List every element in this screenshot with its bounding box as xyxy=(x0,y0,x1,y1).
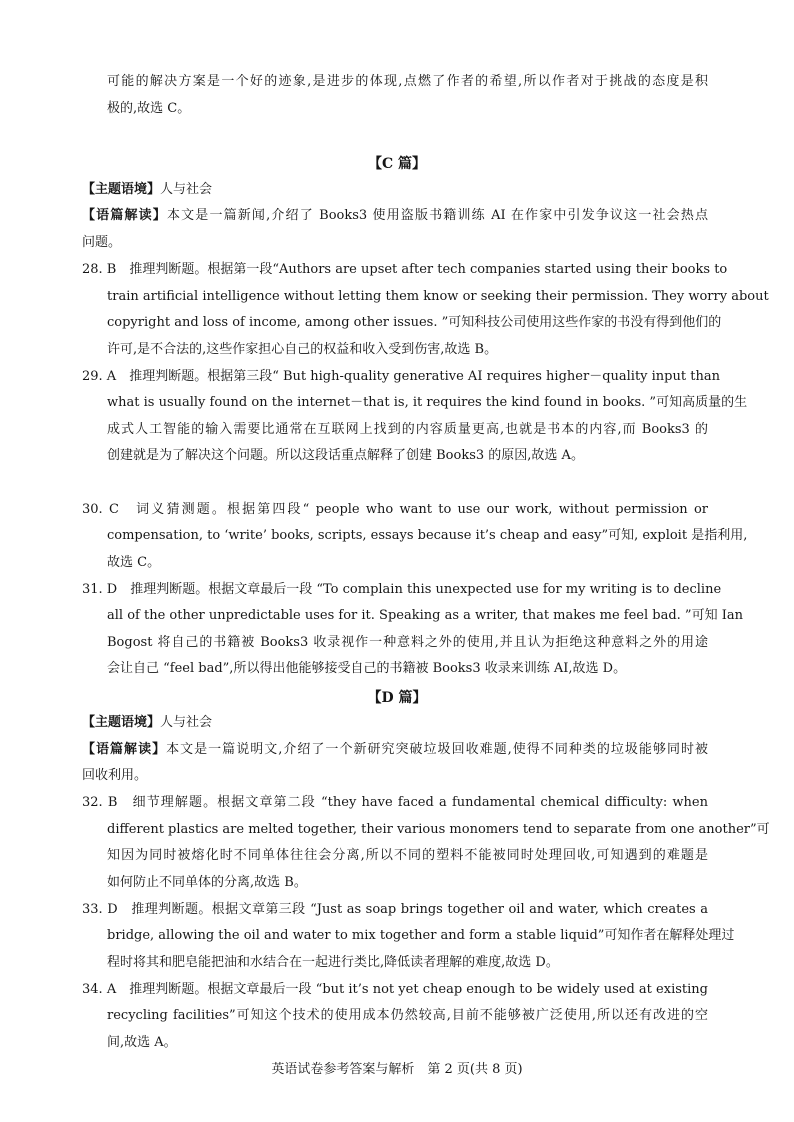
answer-28-line-4: 许可,是不合法的,这些作家担心自己的权益和收入受到伤害,故选 B。 xyxy=(107,342,498,357)
section-c-heading: 【C 篇】 xyxy=(367,156,427,172)
theme-label: 【主题语境】 xyxy=(82,715,161,730)
answer-31-line-1: 31. D 推理判断题。根据文章最后一段 “To complain this unexpected use for my writing is to decline xyxy=(82,582,722,597)
page-footer: 英语试卷参考答案与解析 第 2 页(共 8 页) xyxy=(271,1062,523,1077)
answer-30-line-3: 故选 C。 xyxy=(107,555,161,570)
section-d-analysis xyxy=(82,741,708,759)
answer-33-line-3: 程时将其和肥皂能把油和水结合在一起进行类比,降低读者理解的难度,故选 D。 xyxy=(107,955,559,970)
answer-28-line-1: 28. B 推理判断题。根据第一段“Authors are upset after tech companies started using their books to xyxy=(82,262,728,277)
answer-32-line-2: different plastics are melted together, their various monomers tend to separate from one another”可 xyxy=(107,822,770,837)
answer-34-line-1: 34. A 推理判断题。根据文章最后一段 “but it’s not yet cheap enough to be widely used at existing xyxy=(82,982,708,997)
section-d-heading: 【D 篇】 xyxy=(367,690,427,706)
answer-31-line-2: all of the other unpredictable uses for it. Speaking as a writer, that makes me feel bad. ”可知 Ian xyxy=(107,608,743,623)
answer-34-line-2: recycling facilities”可知这个技术的使用成本仍然较高,目前不能够被广泛使用,所以还有改进的空 xyxy=(107,1008,708,1023)
answer-29-line-1: 29. A 推理判断题。根据第三段“ But high-quality generative AI requires higher－quality input than xyxy=(82,369,720,384)
answer-30-line-2: compensation, to ‘write’ books, scripts, essays because it’s cheap and easy”可知, exploit 是指利用, xyxy=(107,528,748,543)
answer-31-line-4: 会让自己 “feel bad”,所以得出他能够接受自己的书籍被 Books3 收录来训练 AI,故选 D。 xyxy=(107,661,627,676)
answer-30-line-1: 30. C 词义猜测题。根据第四段“ people who want to use our work, without permission or xyxy=(82,502,708,517)
analysis-text: 本文是一篇说明文,介绍了一个新研究突破垃圾回收难题,使得不同种类的垃圾能够同时被 xyxy=(166,742,708,757)
answer-29-line-2: what is usually found on the internet－that is, it requires the kind found in books. ”可知高质量的生 xyxy=(107,395,748,410)
section-c-theme xyxy=(82,181,212,199)
intro-line-1: 可能的解决方案是一个好的迹象,是进步的体现,点燃了作者的希望,所以作者对于挑战的态度是积 xyxy=(107,74,708,89)
answer-34-line-3: 间,故选 A。 xyxy=(107,1035,177,1050)
section-c-analysis xyxy=(82,207,708,225)
intro-line-2: 极的,故选 C。 xyxy=(107,101,191,116)
answer-28-line-3: copyright and loss of income, among other issues. ”可知科技公司使用这些作家的书没有得到他们的 xyxy=(107,315,722,330)
section-c-analysis-cont: 问题。 xyxy=(82,235,122,250)
answer-32-line-4: 如何防止不同单体的分离,故选 B。 xyxy=(107,875,307,890)
analysis-label: 【语篇解读】 xyxy=(82,742,167,757)
answer-31-line-3: Bogost 将自己的书籍被 Books3 收录视作一种意料之外的使用,并且认为拒绝这种意料之外的用途 xyxy=(107,635,708,650)
answer-32-line-3: 知因为同时被熔化时不同单体往往会分离,所以不同的塑料不能被同时处理回收,可知遇到的难题是 xyxy=(107,848,708,863)
analysis-text: 本文是一篇新闻,介绍了 Books3 使用盗版书籍训练 AI 在作家中引发争议这一社会热点 xyxy=(166,208,708,223)
answer-33-line-1: 33. D 推理判断题。根据文章第三段 “Just as soap brings together oil and water, which creates a xyxy=(82,902,708,917)
theme-value: 人与社会 xyxy=(160,715,213,730)
answer-32-line-1: 32. B 细节理解题。根据文章第二段 “they have faced a fundamental chemical difficulty: when xyxy=(82,795,708,810)
answer-29-line-3: 成式人工智能的输入需要比通常在互联网上找到的内容质量更高,也就是书本的内容,而 Books3 的 xyxy=(107,422,708,437)
answer-29-line-4: 创建就是为了解决这个问题。所以这段话重点解释了创建 Books3 的原因,故选 A。 xyxy=(107,448,584,463)
analysis-label: 【语篇解读】 xyxy=(82,208,167,223)
theme-label: 【主题语境】 xyxy=(82,182,161,197)
section-d-theme xyxy=(82,714,212,732)
answer-33-line-2: bridge, allowing the oil and water to mix together and form a stable liquid”可知作者在解释处理过 xyxy=(107,928,735,943)
answer-28-line-2: train artificial intelligence without letting them know or seeking their permission. They worry about xyxy=(107,289,769,304)
theme-value: 人与社会 xyxy=(160,182,213,197)
section-d-analysis-cont: 回收利用。 xyxy=(82,768,148,783)
